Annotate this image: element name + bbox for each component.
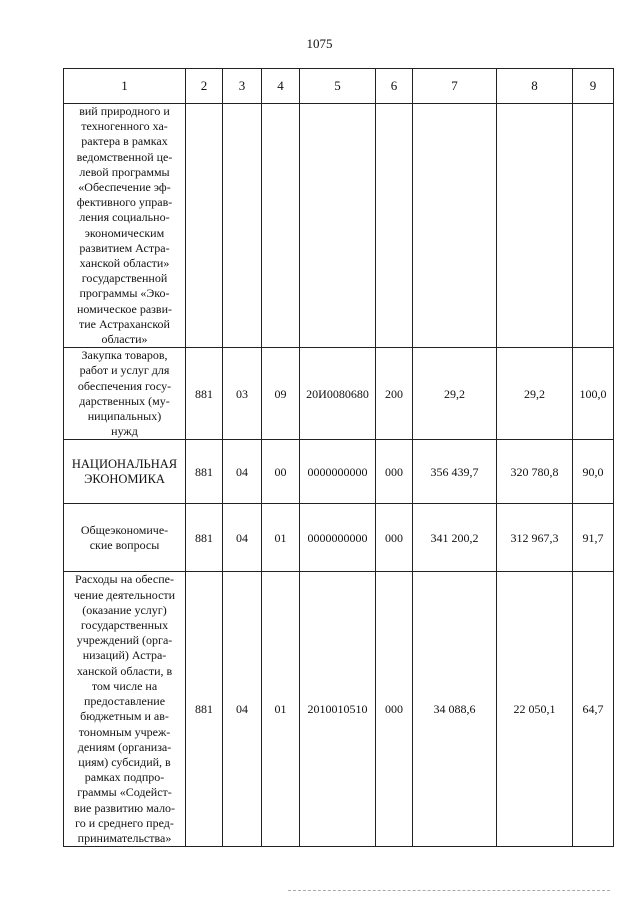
description-line: НАЦИОНАЛЬНАЯ xyxy=(71,456,178,471)
table-row xyxy=(64,348,614,440)
cell-c2 xyxy=(186,104,223,348)
cell-c9: 100,0 xyxy=(573,348,614,440)
description-line: бюджетным и ав- xyxy=(80,709,169,724)
table-row xyxy=(64,572,614,847)
column-header: 9 xyxy=(573,69,614,104)
column-header: 3 xyxy=(223,69,262,104)
cell-c2: 881 xyxy=(186,572,223,847)
description-line: (оказание услуг) xyxy=(82,602,167,617)
cell-c5: 0000000000 xyxy=(300,504,376,572)
description-line: государственных xyxy=(80,618,169,633)
description-line: левой программы xyxy=(79,164,170,179)
description-line: номическое разви- xyxy=(76,301,173,316)
table-row xyxy=(64,104,614,348)
description-line: принимательства» xyxy=(77,830,172,845)
cell-c4: 00 xyxy=(262,440,300,504)
cell-c5: 2010010510 xyxy=(300,572,376,847)
description-line: граммы «Содейст- xyxy=(77,785,172,800)
description-line: «Обеспечение эф- xyxy=(78,180,171,195)
description-line: чение деятельности xyxy=(73,587,176,602)
column-header: 4 xyxy=(262,69,300,104)
cell-c8 xyxy=(497,104,573,348)
description-line: Общеэкономиче- xyxy=(80,522,169,537)
cell-c4: 01 xyxy=(262,504,300,572)
description-line: вий природного и xyxy=(79,104,170,118)
cell-c7: 341 200,2 xyxy=(413,504,497,572)
description-line: тие Астраханской xyxy=(79,316,170,331)
header-row xyxy=(64,69,614,104)
description-line: экономическим xyxy=(84,225,165,240)
description-line: фективного управ- xyxy=(76,195,173,210)
cell-c6: 200 xyxy=(376,348,413,440)
cell-c9: 64,7 xyxy=(573,572,614,847)
cell-c3: 04 xyxy=(223,504,262,572)
cell-c3 xyxy=(223,104,262,348)
row-description xyxy=(64,572,186,847)
description-line: дарственных (му- xyxy=(79,393,170,408)
description-line: учреждений (орга- xyxy=(76,633,173,648)
description-line: низаций) Астра- xyxy=(82,648,167,663)
description-line: ниципальных) xyxy=(87,409,162,424)
description-line: ханской области, в xyxy=(76,663,173,678)
cell-c4: 01 xyxy=(262,572,300,847)
description-line: дениям (организа- xyxy=(77,739,172,754)
cell-c9 xyxy=(573,104,614,348)
table-row xyxy=(64,504,614,572)
cell-c6 xyxy=(376,104,413,348)
cell-c8: 312 967,3 xyxy=(497,504,573,572)
description-line: обеспечения госу- xyxy=(77,378,172,393)
page-number: 1075 xyxy=(306,36,333,51)
cell-c6: 000 xyxy=(376,504,413,572)
cell-c7: 29,2 xyxy=(413,348,497,440)
description-line: Расходы на обеспе- xyxy=(75,572,174,587)
cell-c4 xyxy=(262,104,300,348)
cell-c7: 356 439,7 xyxy=(413,440,497,504)
description-line: го и среднего пред- xyxy=(75,815,174,830)
table-row xyxy=(64,440,614,504)
footer-rule xyxy=(288,890,610,891)
cell-c7 xyxy=(413,104,497,348)
cell-c5: 0000000000 xyxy=(300,440,376,504)
cell-c6: 000 xyxy=(376,572,413,847)
description-line: тономным учреж- xyxy=(78,724,171,739)
description-line: работ и услуг для xyxy=(79,363,170,378)
cell-c9: 91,7 xyxy=(573,504,614,572)
cell-c9: 90,0 xyxy=(573,440,614,504)
cell-c3: 04 xyxy=(223,572,262,847)
description-line: вие развитию мало- xyxy=(73,800,176,815)
budget-table xyxy=(63,68,614,847)
row-description xyxy=(64,440,186,504)
cell-c2: 881 xyxy=(186,440,223,504)
cell-c8: 29,2 xyxy=(497,348,573,440)
row-description xyxy=(64,504,186,572)
description-line: ханской области» xyxy=(79,256,170,271)
description-line: развитием Астра- xyxy=(79,240,170,255)
row-description xyxy=(64,348,186,440)
cell-c3: 03 xyxy=(223,348,262,440)
cell-c6: 000 xyxy=(376,440,413,504)
description-line: ления социально- xyxy=(79,210,170,225)
cell-c5: 20И0080680 xyxy=(300,348,376,440)
description-line: техногенного ха- xyxy=(81,119,168,134)
description-line: рамках подпро- xyxy=(84,770,165,785)
cell-c4: 09 xyxy=(262,348,300,440)
description-line: нужд xyxy=(111,424,138,439)
cell-c8: 320 780,8 xyxy=(497,440,573,504)
cell-c5 xyxy=(300,104,376,348)
description-line: государственной xyxy=(81,271,168,286)
description-line: ведомственной це- xyxy=(76,149,173,164)
column-header: 5 xyxy=(300,69,376,104)
description-line: области» xyxy=(101,332,148,347)
cell-c2: 881 xyxy=(186,348,223,440)
column-header: 7 xyxy=(413,69,497,104)
description-line: программы «Эко- xyxy=(79,286,170,301)
cell-c3: 04 xyxy=(223,440,262,504)
description-line: предоставление xyxy=(83,694,166,709)
description-line: ЭКОНОМИКА xyxy=(84,471,165,486)
cell-c2: 881 xyxy=(186,504,223,572)
description-line: ские вопросы xyxy=(89,537,160,552)
row-description xyxy=(64,104,186,348)
column-header: 6 xyxy=(376,69,413,104)
column-header: 2 xyxy=(186,69,223,104)
column-header: 1 xyxy=(64,69,186,104)
description-line: Закупка товаров, xyxy=(81,348,168,363)
description-line: циям) субсидий, в xyxy=(78,754,171,769)
column-header: 8 xyxy=(497,69,573,104)
cell-c8: 22 050,1 xyxy=(497,572,573,847)
description-line: том числе на xyxy=(91,678,158,693)
description-line: рактера в рамках xyxy=(81,134,168,149)
cell-c7: 34 088,6 xyxy=(413,572,497,847)
